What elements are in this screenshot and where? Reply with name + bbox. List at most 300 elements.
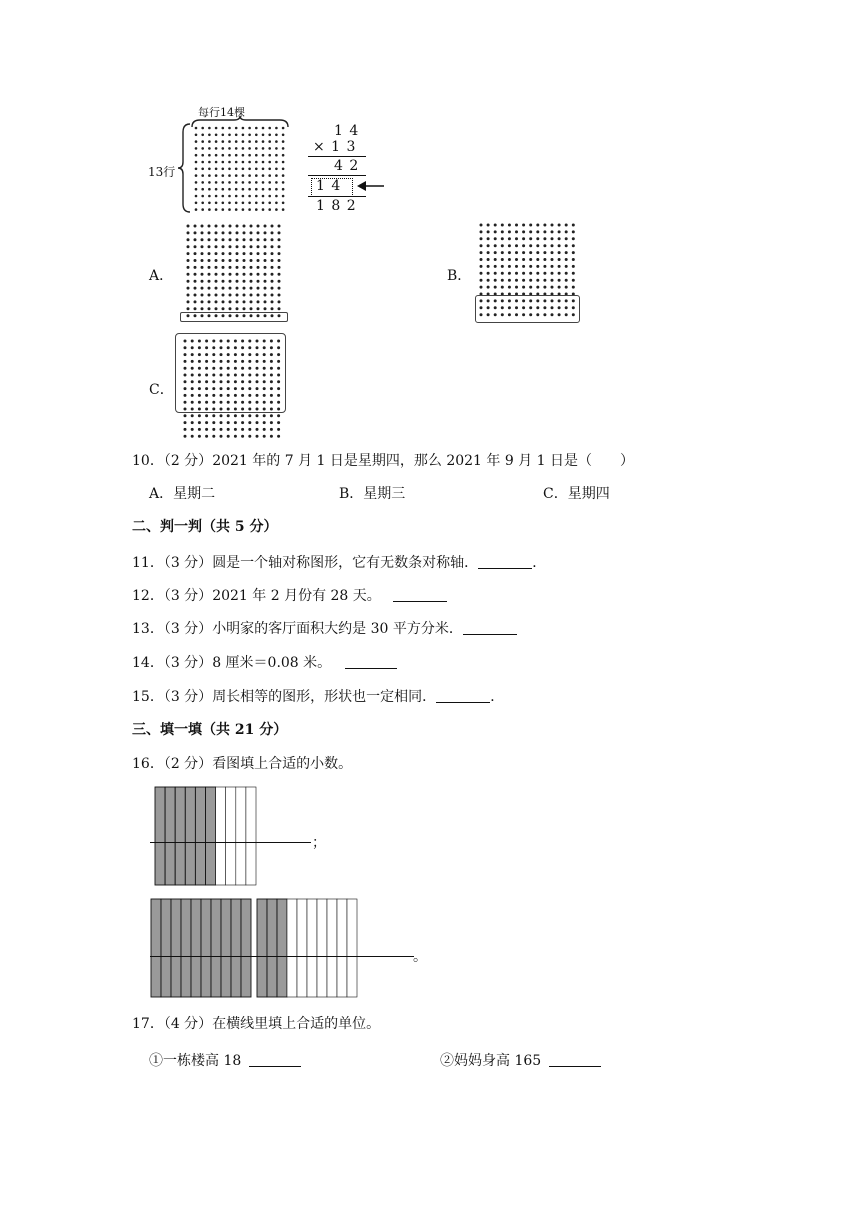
dot <box>205 435 208 438</box>
dot <box>234 428 237 431</box>
dot <box>201 127 204 130</box>
dot <box>282 154 285 157</box>
dot <box>194 225 197 228</box>
dot <box>572 244 575 247</box>
dot <box>222 147 225 150</box>
dot <box>248 154 251 157</box>
question-14-answer-blank[interactable] <box>345 654 397 669</box>
dot <box>228 181 231 184</box>
dot <box>522 237 525 240</box>
dot <box>222 245 225 248</box>
dot <box>235 181 238 184</box>
question-16 <box>132 755 352 773</box>
dot <box>572 265 575 268</box>
dot <box>270 428 273 431</box>
dot <box>241 414 244 417</box>
question-16-score: （2 分） <box>163 756 213 772</box>
dot <box>264 294 267 297</box>
question-13-answer-blank[interactable] <box>463 620 517 635</box>
dot <box>222 252 225 255</box>
shaded-strip <box>231 899 241 997</box>
dot <box>529 224 532 227</box>
dot <box>487 265 490 268</box>
dot <box>235 154 238 157</box>
dot <box>201 245 204 248</box>
dot <box>275 208 278 211</box>
dot <box>208 266 211 269</box>
dot <box>208 161 211 164</box>
dot <box>222 161 225 164</box>
dot <box>263 428 266 431</box>
dot <box>227 414 230 417</box>
dot <box>271 245 274 248</box>
question-17-item-1-text: ①一栋楼高 18 <box>149 1053 242 1069</box>
question-11-answer-blank[interactable] <box>478 554 532 569</box>
dot <box>271 287 274 290</box>
dot <box>250 231 253 234</box>
dot <box>229 238 232 241</box>
dot <box>215 252 218 255</box>
dot <box>222 307 225 310</box>
dot <box>282 188 285 191</box>
dot <box>229 273 232 276</box>
dot <box>522 251 525 254</box>
dot <box>494 230 497 233</box>
dot <box>215 225 218 228</box>
dot <box>543 224 546 227</box>
dot <box>243 273 246 276</box>
dot <box>194 252 197 255</box>
dot <box>522 279 525 282</box>
dot <box>262 127 265 130</box>
dot <box>255 154 258 157</box>
dot <box>234 435 237 438</box>
question-11 <box>132 554 546 572</box>
dot <box>201 174 204 177</box>
dot <box>264 307 267 310</box>
dot <box>480 237 483 240</box>
dot <box>242 168 245 171</box>
dot <box>222 294 225 297</box>
question-17-text: 在横线里填上合适的单位。 <box>212 1016 381 1032</box>
dot <box>201 294 204 297</box>
dot <box>543 230 546 233</box>
empty-strip <box>347 899 357 997</box>
dot <box>228 208 231 211</box>
dot <box>228 174 231 177</box>
dot <box>487 258 490 261</box>
dot <box>572 230 575 233</box>
dot <box>236 287 239 290</box>
empty-strip <box>287 899 297 997</box>
dot <box>543 251 546 254</box>
question-13-text: 小明家的客厅面积大约是 30 平方分米． <box>212 621 463 637</box>
dot <box>543 272 546 275</box>
dot <box>264 287 267 290</box>
dot <box>487 237 490 240</box>
option-b-highlight-box <box>475 295 580 323</box>
dot <box>480 251 483 254</box>
dot <box>215 238 218 241</box>
dot <box>195 154 198 157</box>
dot <box>194 287 197 290</box>
dot <box>255 134 258 137</box>
shaded-strip <box>165 787 175 885</box>
dot <box>494 244 497 247</box>
dot <box>270 414 273 417</box>
dot <box>282 174 285 177</box>
dot <box>248 435 251 438</box>
dot <box>278 294 281 297</box>
dot <box>201 208 204 211</box>
dot <box>187 238 190 241</box>
dot <box>558 279 561 282</box>
dot <box>208 208 211 211</box>
dot <box>248 174 251 177</box>
dot <box>551 265 554 268</box>
dot <box>243 225 246 228</box>
dot <box>262 195 265 198</box>
empty-strip <box>327 899 337 997</box>
dot <box>215 140 218 143</box>
dot <box>195 202 198 205</box>
dot <box>262 174 265 177</box>
dot <box>271 280 274 283</box>
empty-strip <box>226 787 236 885</box>
option-c-label[interactable]: C． <box>149 382 174 398</box>
dot <box>242 181 245 184</box>
dot <box>268 127 271 130</box>
dot <box>194 238 197 241</box>
dot <box>191 414 194 417</box>
dot <box>536 272 539 275</box>
dot <box>264 300 267 303</box>
dot <box>228 147 231 150</box>
dot <box>565 279 568 282</box>
dot <box>195 168 198 171</box>
dot <box>278 307 281 310</box>
dot <box>268 202 271 205</box>
dot <box>234 414 237 417</box>
dot <box>187 225 190 228</box>
dot <box>565 230 568 233</box>
dot <box>282 195 285 198</box>
dot <box>215 273 218 276</box>
dot <box>255 174 258 177</box>
dot <box>572 272 575 275</box>
dot <box>250 259 253 262</box>
dot <box>201 307 204 310</box>
dot <box>208 195 211 198</box>
dot <box>229 280 232 283</box>
dot <box>195 127 198 130</box>
shaded-strip <box>195 787 205 885</box>
dot <box>501 286 504 289</box>
shaded-strip <box>211 899 221 997</box>
dot <box>271 225 274 228</box>
dot <box>543 286 546 289</box>
dot <box>184 428 187 431</box>
dot <box>235 188 238 191</box>
dot <box>187 294 190 297</box>
dot <box>268 154 271 157</box>
dot <box>194 300 197 303</box>
dot <box>198 428 201 431</box>
dot <box>195 134 198 137</box>
dot <box>222 231 225 234</box>
dot <box>187 280 190 283</box>
dot <box>255 147 258 150</box>
dot <box>248 428 251 431</box>
dot <box>236 280 239 283</box>
dot-array-option-a <box>180 222 290 322</box>
dot <box>215 300 218 303</box>
dot <box>271 300 274 303</box>
dot <box>494 272 497 275</box>
dot <box>536 244 539 247</box>
dot <box>536 265 539 268</box>
question-16-answer-line-1[interactable] <box>150 842 311 843</box>
question-17-item-2 <box>440 1052 601 1070</box>
dot <box>215 127 218 130</box>
dot <box>572 251 575 254</box>
dot <box>501 251 504 254</box>
dot <box>222 140 225 143</box>
shaded-strip <box>155 787 165 885</box>
dot <box>208 294 211 297</box>
dot <box>515 258 518 261</box>
dot <box>208 154 211 157</box>
dot <box>201 140 204 143</box>
dot <box>558 230 561 233</box>
option-a-highlight-box <box>180 312 288 322</box>
dot <box>229 287 232 290</box>
dot <box>208 127 211 130</box>
dot <box>268 161 271 164</box>
dot <box>243 231 246 234</box>
dot <box>508 265 511 268</box>
shaded-strip <box>277 899 287 997</box>
dot <box>201 231 204 234</box>
question-14-number: 14． <box>132 655 164 671</box>
question-17-item-2-blank[interactable] <box>549 1052 601 1067</box>
dot <box>201 266 204 269</box>
dot <box>227 435 230 438</box>
dot <box>480 265 483 268</box>
dot <box>222 208 225 211</box>
dot <box>501 224 504 227</box>
dot <box>187 287 190 290</box>
dot <box>271 252 274 255</box>
question-12-answer-blank[interactable] <box>393 587 447 602</box>
dot <box>277 421 280 424</box>
question-17-item-1-blank[interactable] <box>249 1052 301 1067</box>
dot <box>277 414 280 417</box>
question-15-score: （3 分） <box>163 689 213 705</box>
dot <box>256 435 259 438</box>
dot <box>565 286 568 289</box>
dot <box>256 421 259 424</box>
dot <box>250 287 253 290</box>
dot <box>543 265 546 268</box>
dot <box>515 279 518 282</box>
dot <box>215 307 218 310</box>
dot <box>278 259 281 262</box>
dot <box>208 238 211 241</box>
dot <box>236 273 239 276</box>
dot <box>241 435 244 438</box>
dot <box>487 251 490 254</box>
dot <box>205 421 208 424</box>
dot <box>215 188 218 191</box>
dot <box>501 265 504 268</box>
dot <box>257 231 260 234</box>
dot <box>262 161 265 164</box>
question-12-number: 12． <box>132 588 164 604</box>
dot <box>242 134 245 137</box>
dot <box>558 237 561 240</box>
dot <box>195 181 198 184</box>
dot <box>215 181 218 184</box>
dot <box>208 140 211 143</box>
dot <box>187 266 190 269</box>
dot <box>529 265 532 268</box>
option-a-label[interactable]: A． <box>149 268 174 284</box>
dot <box>222 202 225 205</box>
dot <box>194 266 197 269</box>
dot <box>236 300 239 303</box>
dot <box>508 258 511 261</box>
dot <box>201 188 204 191</box>
dot <box>480 224 483 227</box>
dot <box>558 244 561 247</box>
question-16-tail-1: ； <box>312 835 326 851</box>
dot <box>264 225 267 228</box>
dot <box>508 237 511 240</box>
dot <box>268 174 271 177</box>
dot <box>271 238 274 241</box>
dot <box>558 286 561 289</box>
dot <box>487 230 490 233</box>
dot <box>271 259 274 262</box>
question-13 <box>132 620 517 638</box>
dot <box>235 168 238 171</box>
question-12-text: 2021 年 2 月份有 28 天。 <box>212 588 381 604</box>
dot <box>480 230 483 233</box>
dot <box>241 428 244 431</box>
dot <box>227 428 230 431</box>
dot <box>228 154 231 157</box>
question-15-number: 15． <box>132 689 164 705</box>
dot <box>536 230 539 233</box>
dot <box>208 245 211 248</box>
dot <box>248 208 251 211</box>
dot <box>515 230 518 233</box>
dot <box>243 266 246 269</box>
question-14 <box>132 654 397 672</box>
dot <box>236 259 239 262</box>
dot <box>282 181 285 184</box>
dot <box>262 181 265 184</box>
dot <box>515 251 518 254</box>
dot <box>208 202 211 205</box>
dot <box>220 435 223 438</box>
dot <box>215 202 218 205</box>
dot <box>201 147 204 150</box>
dot <box>275 140 278 143</box>
question-16-answer-line-2[interactable] <box>150 956 414 957</box>
dot <box>257 287 260 290</box>
dot <box>572 279 575 282</box>
question-10-option-a[interactable]: A．星期二 <box>149 486 216 502</box>
dot <box>257 238 260 241</box>
dot <box>257 300 260 303</box>
dot <box>187 245 190 248</box>
dot <box>522 286 525 289</box>
multiplication-row-3: 4 2 <box>334 158 360 174</box>
dot <box>255 181 258 184</box>
dot <box>275 174 278 177</box>
dot <box>268 168 271 171</box>
shaded-strip <box>241 899 251 997</box>
dot <box>278 252 281 255</box>
dot <box>194 245 197 248</box>
dot <box>250 307 253 310</box>
multiplication-row-2: × 1 3 <box>313 139 357 155</box>
dot <box>184 435 187 438</box>
option-b-label[interactable]: B． <box>447 268 472 284</box>
dot <box>229 307 232 310</box>
arrow-left-icon <box>357 179 385 193</box>
question-14-text: 8 厘米＝0.08 米。 <box>212 655 332 671</box>
dot <box>250 280 253 283</box>
dot <box>198 421 201 424</box>
dot <box>551 258 554 261</box>
dot <box>208 147 211 150</box>
dot <box>201 225 204 228</box>
dot <box>215 174 218 177</box>
dot <box>215 154 218 157</box>
dot <box>501 237 504 240</box>
dot <box>262 147 265 150</box>
question-10-option-c[interactable]: C．星期四 <box>543 486 610 502</box>
question-15-answer-blank[interactable] <box>436 688 490 703</box>
dot <box>201 300 204 303</box>
empty-strip <box>317 899 327 997</box>
dot <box>248 188 251 191</box>
dot <box>194 307 197 310</box>
brace-top-label: 每行14棵 <box>198 106 245 119</box>
dot <box>515 224 518 227</box>
question-16-text: 看图填上合适的小数。 <box>212 756 353 772</box>
dot <box>487 286 490 289</box>
dot <box>191 421 194 424</box>
dot <box>256 414 259 417</box>
dot <box>515 286 518 289</box>
dot <box>278 273 281 276</box>
question-10-option-b[interactable]: B．星期三 <box>339 486 406 502</box>
dot <box>242 147 245 150</box>
dot-array-main <box>192 124 288 214</box>
dot <box>515 244 518 247</box>
dot <box>208 181 211 184</box>
dot <box>236 266 239 269</box>
dot <box>487 224 490 227</box>
question-10 <box>132 452 634 470</box>
question-11-text: 圆是一个轴对称图形，它有无数条对称轴． <box>212 555 479 571</box>
dot <box>215 208 218 211</box>
dot <box>257 273 260 276</box>
